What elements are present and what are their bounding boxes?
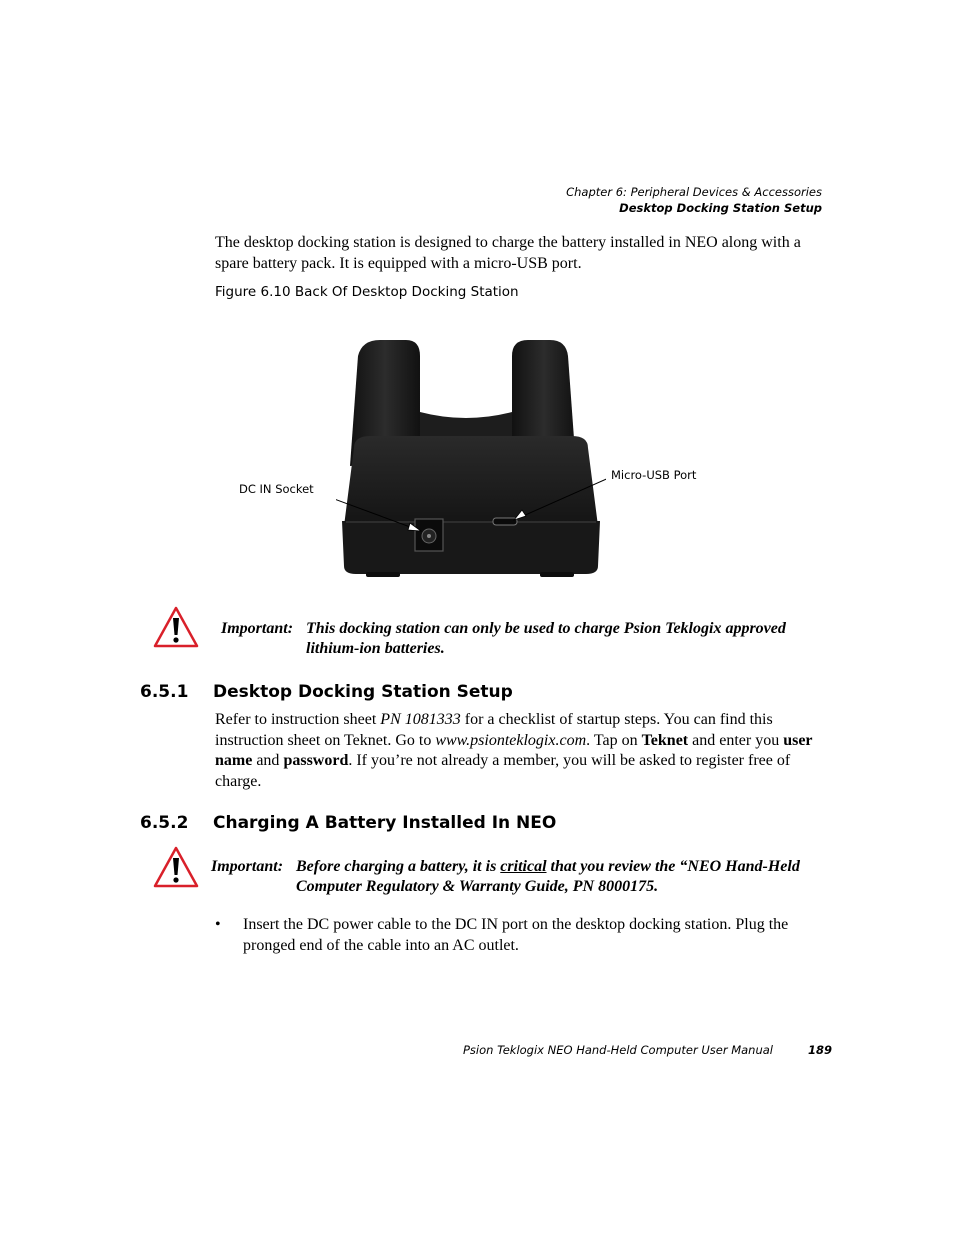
docking-station-photo — [336, 326, 606, 584]
warning-icon — [152, 845, 200, 889]
section-number: 6.5.1 — [140, 682, 189, 702]
section-number: 6.5.2 — [140, 813, 189, 833]
website-link[interactable]: www.psionteklogix.com — [435, 731, 587, 749]
section-title: Desktop Docking Station Setup — [213, 682, 513, 702]
setup-paragraph: Refer to instruction sheet PN 1081333 for a checklist of startup steps. You can find this instruction sheet on Teknet. Go to www.psionteklogix.com. Tap on Teknet and enter you user name and password. If you’re not already a member, you will be asked to register free of charge. — [215, 711, 813, 790]
warning2-label: Important: — [211, 858, 284, 875]
bullet-symbol: • — [215, 916, 221, 933]
warning1-label: Important: — [221, 620, 294, 637]
running-header-section: Desktop Docking Station Setup — [619, 201, 822, 215]
bullet-item: Insert the DC power cable to the DC IN port on the desktop docking station. Plug the pronged end of the cable into an AC outlet. — [243, 916, 789, 954]
warning2-text: Before charging a battery, it is critical that you review the “NEO Hand-Held Computer Regulatory & Warranty Guide, PN 8000175. — [296, 858, 800, 895]
figure-caption: Figure 6.10 Back Of Desktop Docking Station — [215, 284, 519, 300]
callout-micro-usb-port: Micro-USB Port — [611, 468, 697, 482]
running-header-chapter: Chapter 6: Peripheral Devices & Accessories — [566, 185, 822, 199]
callout-dc-in-socket: DC IN Socket — [239, 482, 314, 496]
intro-paragraph: The desktop docking station is designed to charge the battery installed in NEO along with a spare battery pack. It is equipped with a micro-USB port. — [215, 234, 801, 272]
footer-title: Psion Teklogix NEO Hand-Held Computer User Manual — [463, 1043, 773, 1057]
page-number: 189 — [808, 1043, 833, 1057]
section-title: Charging A Battery Installed In NEO — [213, 813, 557, 833]
part-number: PN 1081333 — [380, 711, 461, 728]
warning1-text: This docking station can only be used to charge Psion Teklogix approved lithium-ion batteries. — [306, 620, 786, 657]
warning-icon — [152, 605, 200, 649]
